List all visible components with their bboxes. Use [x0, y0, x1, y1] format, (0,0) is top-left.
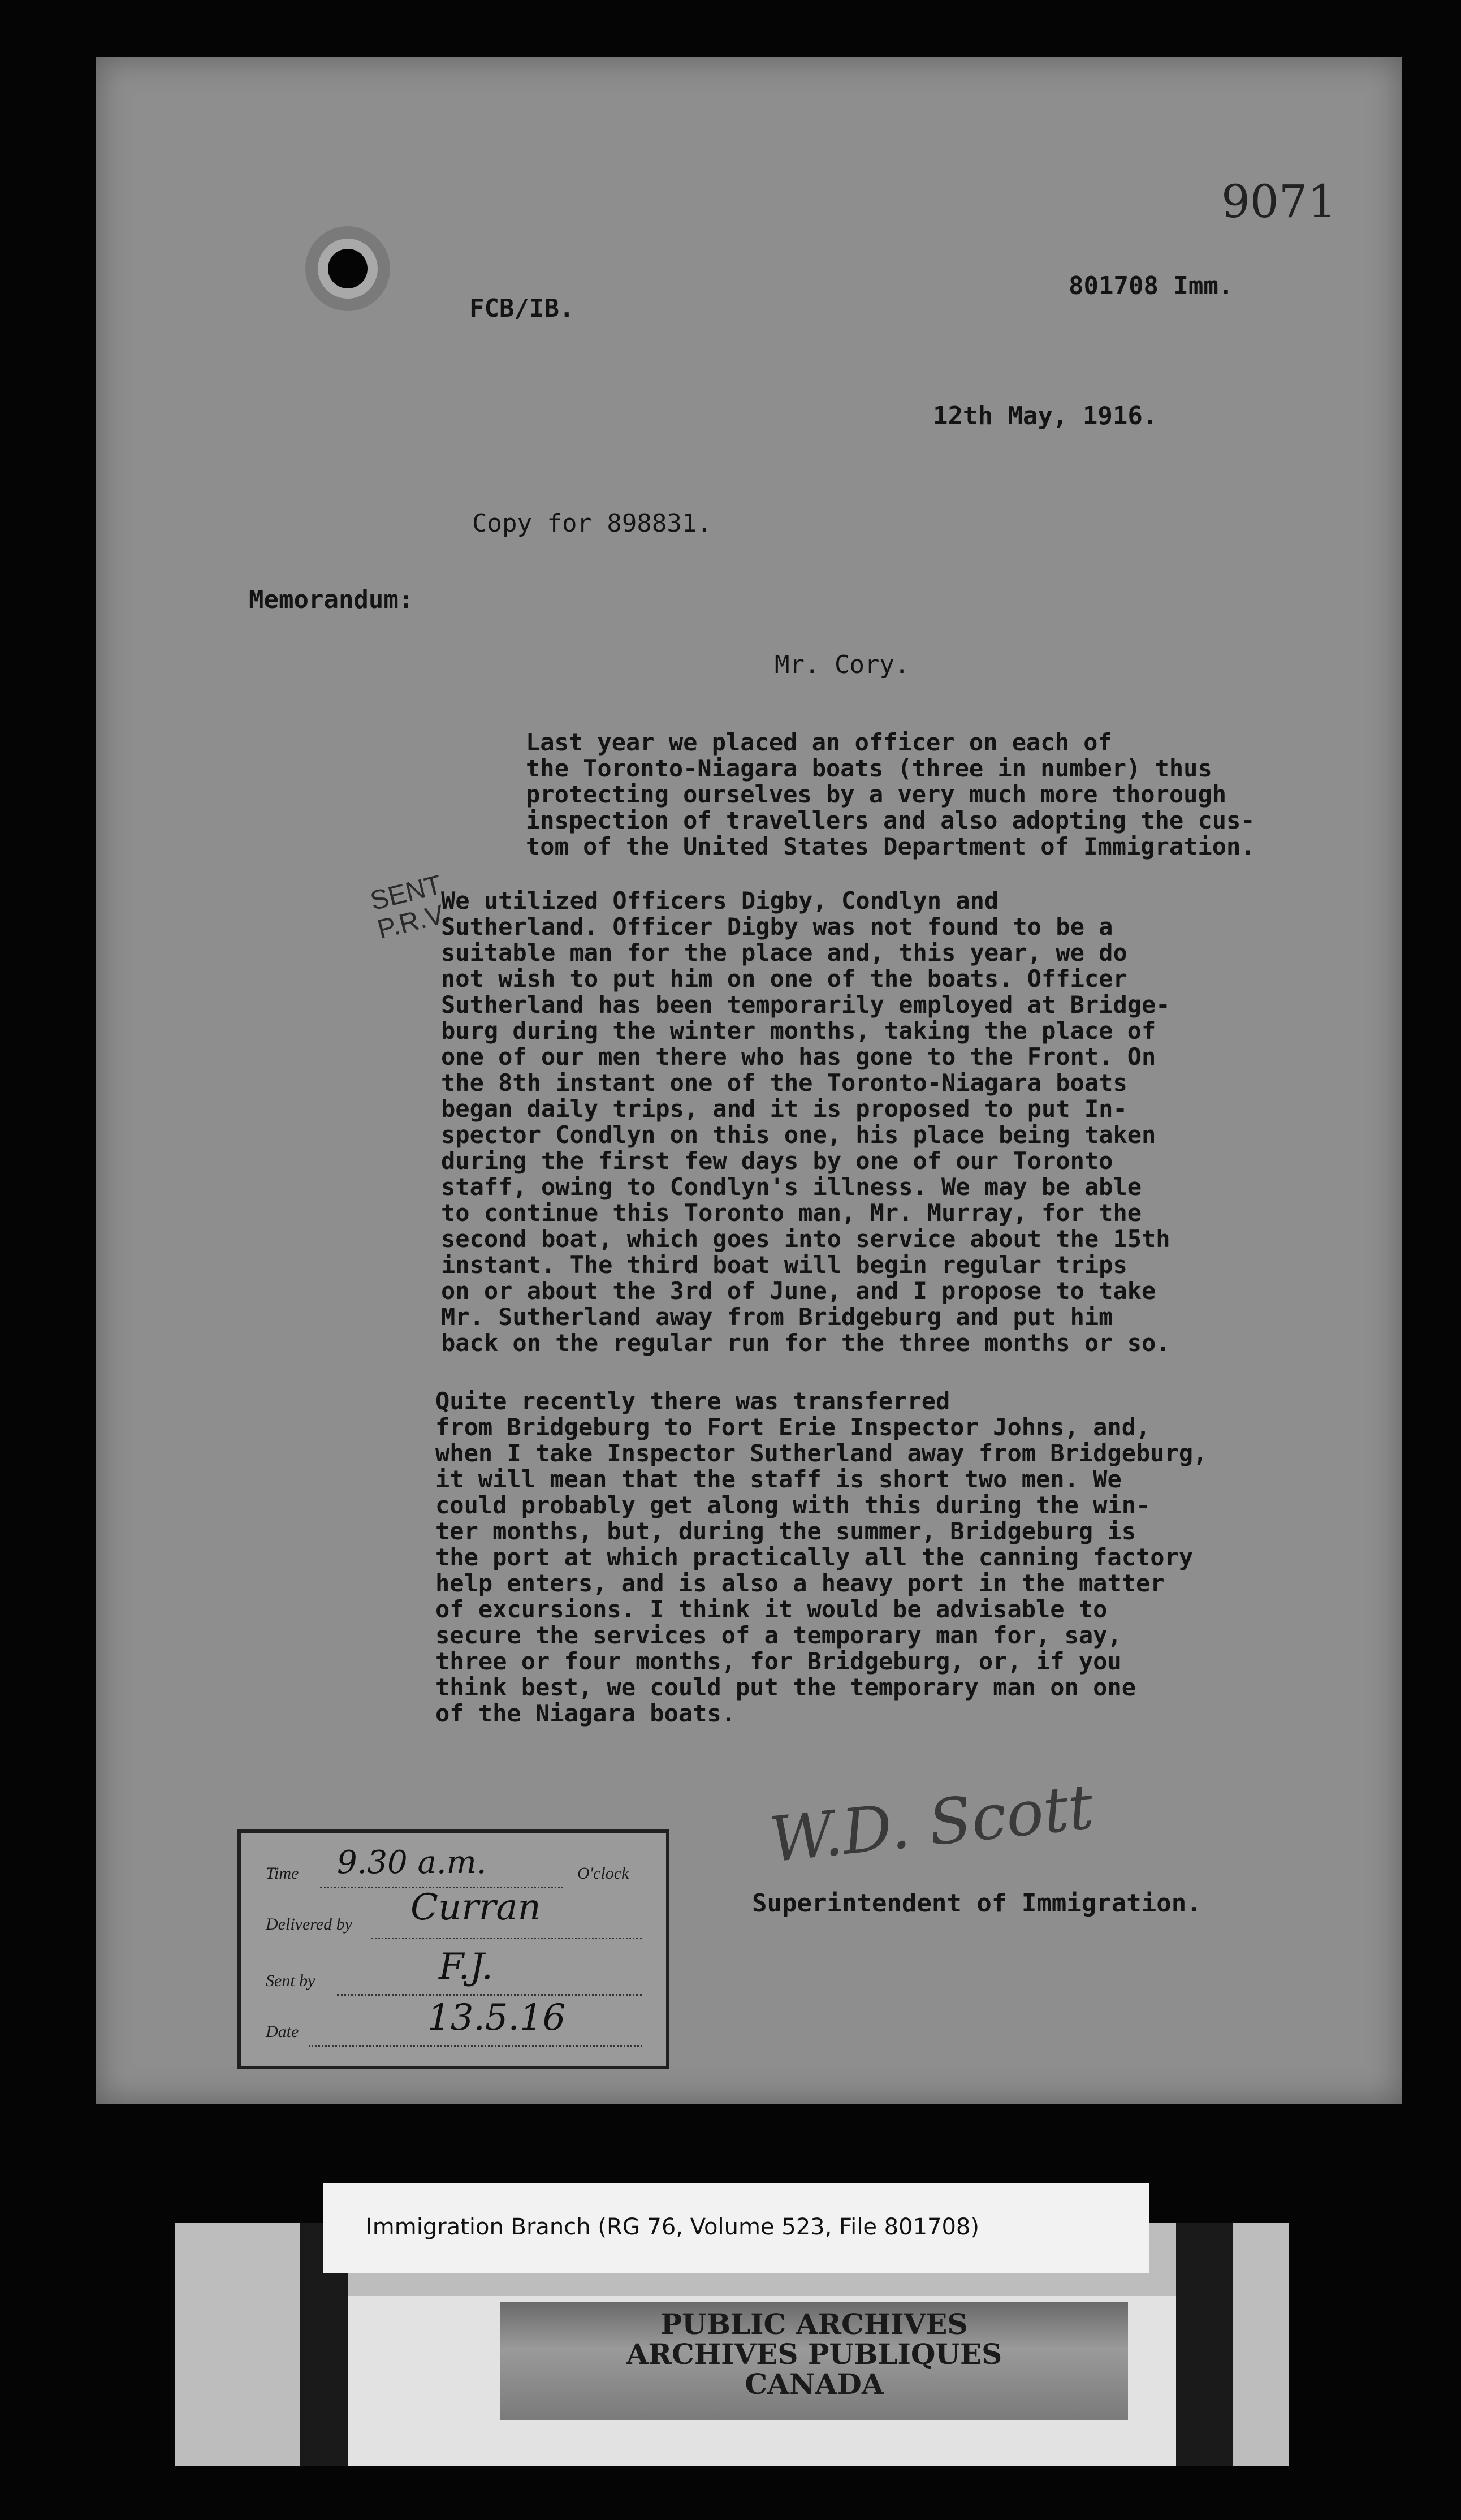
date-label: Date	[266, 2022, 299, 2041]
memo-date: 12th May, 1916.	[933, 402, 1158, 430]
sent-by-label: Sent by	[266, 1971, 315, 1990]
archive-label-band	[500, 2302, 1128, 2420]
paragraph-1: Last year we placed an officer on each of the Toronto-Niagara boats (three in number) thus protecting ourselves by a very much more thorough inspection of travellers and also adopting the cus- tom of the United States Department of Immigration.	[526, 728, 1255, 860]
archive-label-line1: PUBLIC ARCHIVES	[660, 2307, 968, 2341]
signature-title: Superintendent of Immigration.	[752, 1889, 1201, 1918]
date-value: 13.5.16	[427, 1997, 566, 2039]
addressee: Mr. Cory.	[775, 650, 910, 679]
archive-label-line2: ARCHIVES PUBLIQUES	[626, 2337, 1002, 2371]
archive-caption	[323, 2183, 1149, 2273]
memo-page	[96, 57, 1402, 2104]
memorandum-label: Memorandum:	[249, 585, 414, 614]
archive-caption-text: Immigration Branch (RG 76, Volume 523, File 801708)	[366, 2214, 979, 2240]
handwritten-signature: W.D. Scott	[766, 1770, 1097, 1876]
sent-by-value: F.J.	[439, 1946, 493, 1988]
delivered-by-label: Delivered by	[266, 1915, 352, 1934]
sent-stamp: SENT P.R.V.	[367, 870, 452, 945]
delivery-stamp-box	[237, 1829, 669, 2069]
time-value: 9.30 a.m.	[337, 1844, 487, 1881]
copy-for-note: Copy for 898831.	[472, 509, 712, 538]
paragraph-3: Quite recently there was transferred from Bridgeburg to Fort Erie Inspector Johns, and, when I take Inspector Sutherland away from Bridgeburg, it will mean that the staff is short two men. We could probably get along with this during the win- ter months, but, during the summer, Bridgeburg is the port at which practically all the canning factory help enters, and is also a heavy port in the matter of excursions. I think it would be advisable to secure the services of a temporary man for, say, three or four months, for Bridgeburg, or, if you think best, we could put the temporary man on one of the Niagara boats.	[435, 1387, 1208, 1727]
author-initials: FCB/IB.	[469, 294, 574, 323]
delivered-by-value: Curran	[410, 1887, 541, 1928]
time-label: Time	[266, 1864, 299, 1883]
punch-hole	[328, 249, 368, 288]
paragraph-2: We utilized Officers Digby, Condlyn and Sutherland. Officer Digby was not found to be a suitable man for the place and, this year, we do not wish to put him on one of the boats. Officer Sutherland has been temporarily employed at Bridge- burg during the winter months, taking the place of one of our men there who has gone to the Front. On the 8th instant one of the Toronto-Niagara boats began daily trips, and it is proposed to put In- spector Condlyn on this one, his place being taken during the first few days by one of our Toronto staff, owing to Condlyn's illness. We may be able to continue this Toronto man, Mr. Murray, for the second boat, which goes into service about the 15th instant. The third boat will begin regular trips on or about the 3rd of June, and I propose to take Mr. Sutherland away from Bridgeburg and put him back on the regular run for the three months or so.	[441, 887, 1170, 1357]
file-reference: 801708 Imm.	[1069, 271, 1234, 300]
archive-reference-number: 9071	[1221, 175, 1337, 228]
oclock-label: O'clock	[577, 1864, 629, 1883]
archive-label-line3: CANADA	[745, 2367, 884, 2401]
